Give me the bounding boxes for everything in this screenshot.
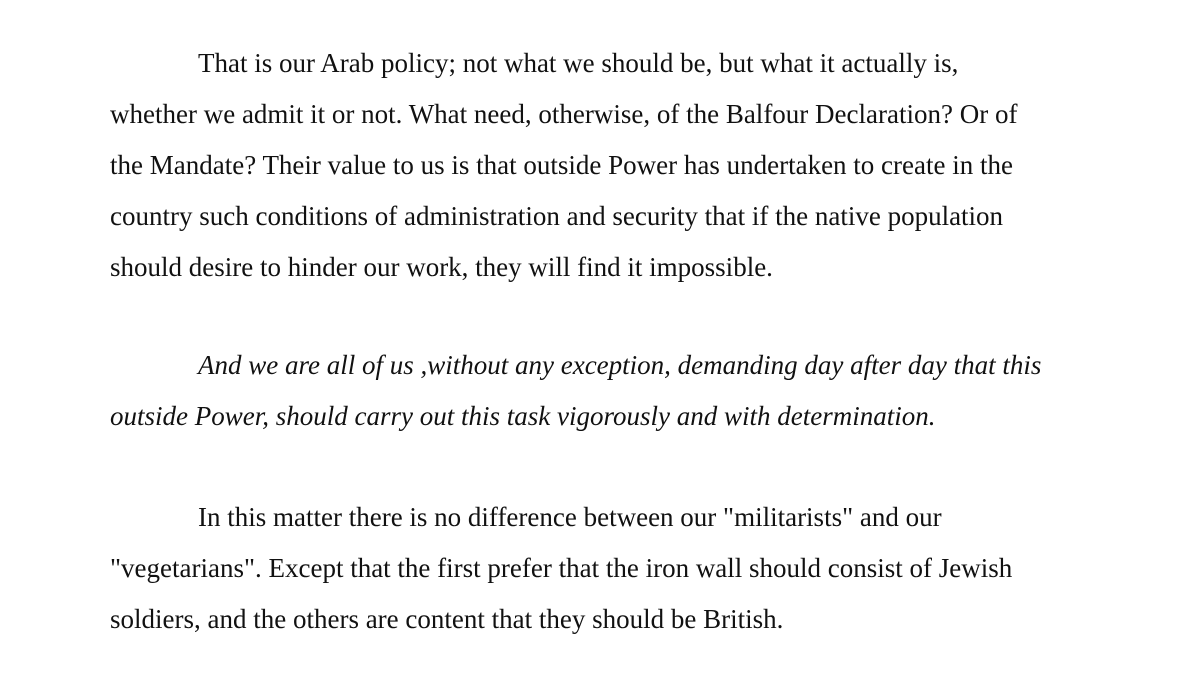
paragraph-line: And we are all of us ,without any exception, demanding day after day that this — [198, 350, 1042, 380]
paragraph-line: should desire to hinder our work, they will find it impossible. — [110, 252, 773, 282]
paragraph-line: country such conditions of administration and security that if the native population — [110, 201, 1004, 231]
paragraph-line: In this matter there is no difference between our "militarists" and our — [198, 502, 942, 532]
paragraph-line: "vegetarians". Except that the first prefer that the iron wall should consist of Jewish — [110, 553, 1013, 583]
paragraph-outside-power — [110, 340, 1120, 442]
paragraph-line: soldiers, and the others are content that they should be British. — [110, 604, 784, 634]
paragraph-iron-wall — [110, 492, 1120, 645]
paragraph-arab-policy — [110, 38, 1120, 293]
paragraph-line: whether we admit it or not. What need, otherwise, of the Balfour Declaration? Or of — [110, 99, 1018, 129]
paragraph-line: That is our Arab policy; not what we should be, but what it actually is, — [198, 48, 959, 78]
paragraph-line: the Mandate? Their value to us is that outside Power has undertaken to create in the — [110, 150, 1013, 180]
paragraph-line: outside Power, should carry out this task vigorously and with determination. — [110, 401, 936, 431]
